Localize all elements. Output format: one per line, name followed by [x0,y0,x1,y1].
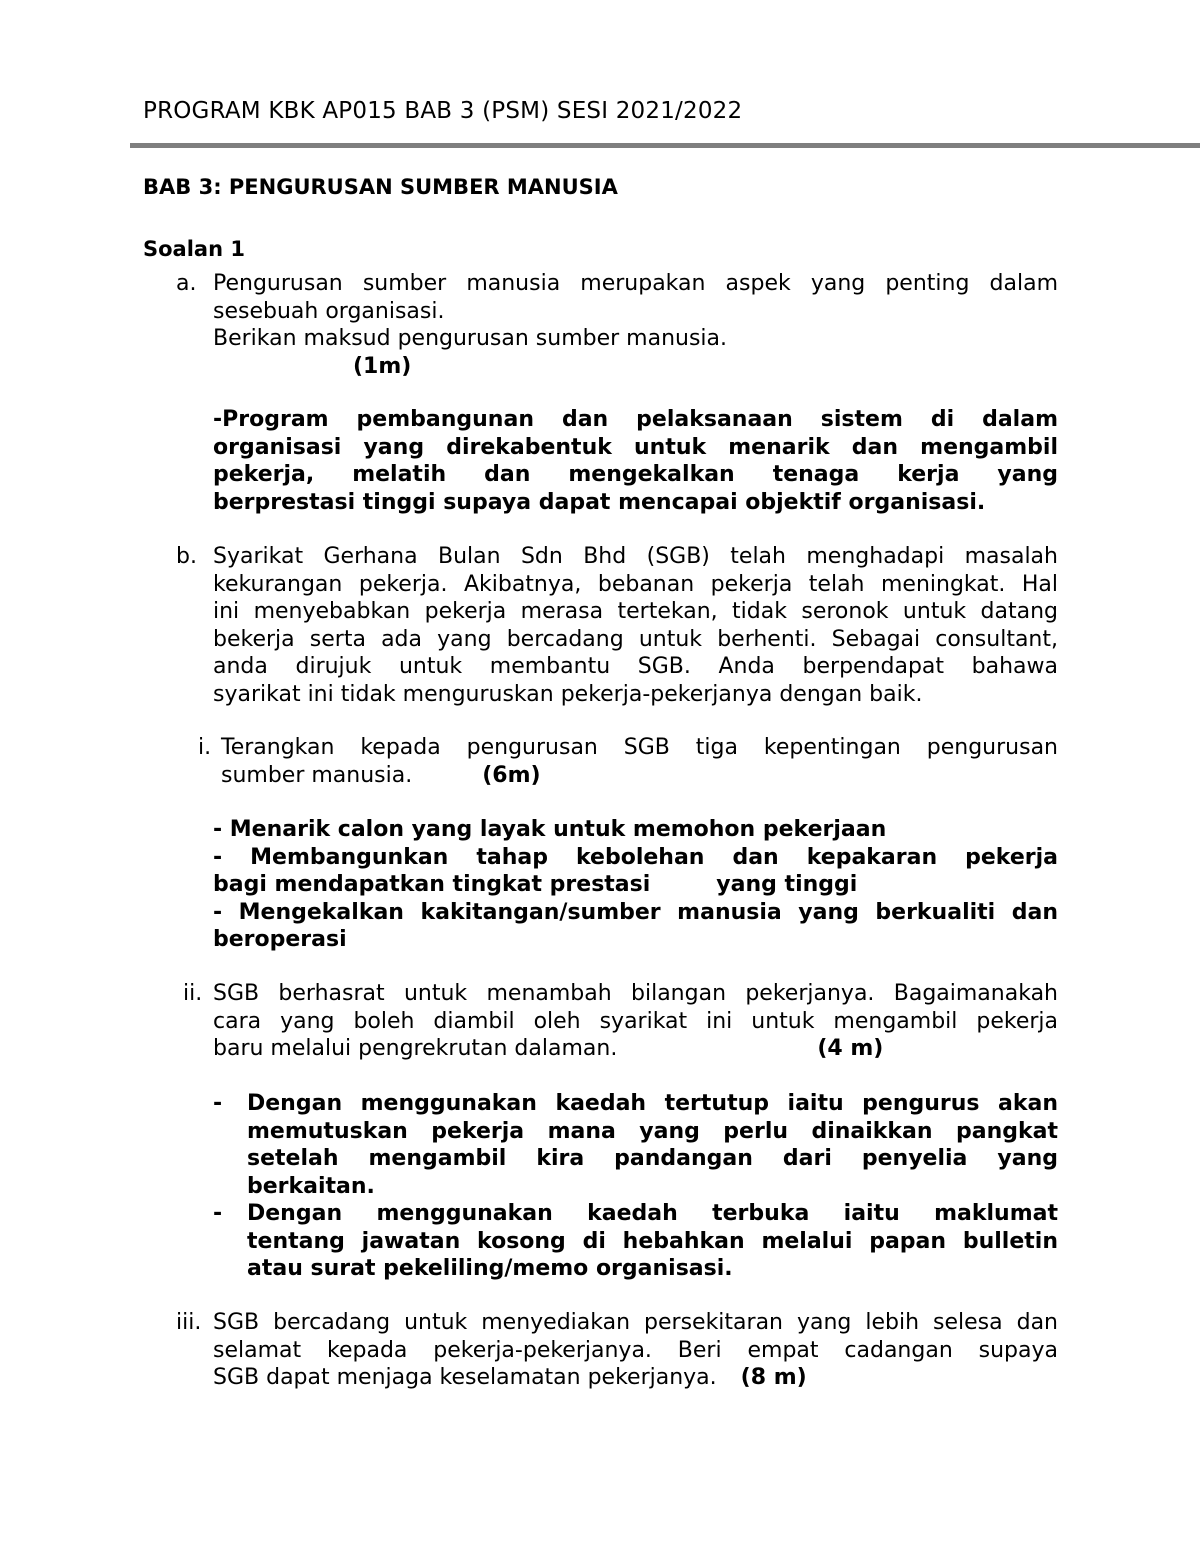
answer-line: - Menarik calon yang layak untuk memohon pekerjaan [213,817,887,842]
question-bii [213,980,1058,1063]
question-a [213,270,1058,380]
question-b-label: b. [176,544,197,569]
question-biii-label: iii. [176,1310,202,1335]
question-bii-line: baru melalui pengrekrutan dalaman. [213,1036,618,1061]
page-header: PROGRAM KBK AP015 BAB 3 (PSM) SESI 2021/2022 [143,98,743,124]
question-b-line: syarikat ini tidak menguruskan pekerja-pekerjanya dengan baik. [213,681,923,707]
header-rule [130,143,1200,148]
question-bii-line: SGB berhasrat untuk menambah bilangan pekerjanya. Bagaimanakah [213,981,1058,1006]
question-bi [221,734,1058,789]
question-bii-line: cara yang boleh diambil oleh syarikat ini untuk mengambil pekerja [213,1008,1058,1034]
bullet-dash: - [213,1091,223,1116]
answer-line: pekerja, melatih dan mengekalkan tenaga kerja yang [213,462,1058,487]
answer-line: - Membangunkan tahap kebolehan dan kepakaran pekerja [213,844,1058,870]
question-a-line: Berikan maksud pengurusan sumber manusia. [213,326,728,351]
question-b-line: Syarikat Gerhana Bulan Sdn Bhd (SGB) telah menghadapi masalah [213,544,1058,569]
answer-a [213,406,1058,516]
answer-line: bagi mendapatkan tingkat prestasi [213,872,651,897]
answer-line: setelah mengambil kira pandangan dari penyelia yang [247,1146,1058,1171]
answer-line: Dengan menggunakan kaedah terbuka iaitu maklumat [247,1201,1058,1226]
question-bi-marks: (6m) [482,762,541,788]
question-a-line: sesebuah organisasi. [213,298,445,324]
question-a-line: Pengurusan sumber manusia merupakan aspek yang penting dalam [213,271,1058,296]
question-a-label: a. [176,271,197,296]
answer-line: - Mengekalkan kakitangan/sumber manusia yang berkualiti dan [213,899,1058,925]
answer-line: Dengan menggunakan kaedah tertutup iaitu pengurus akan [247,1091,1058,1116]
answer-line: yang tinggi [716,872,858,897]
question-b [213,543,1058,708]
question-biii [213,1309,1058,1392]
answer-line: atau surat pekeliling/memo organisasi. [247,1256,733,1281]
answer-line: -Program pembangunan dan pelaksanaan sistem di dalam [213,407,1058,432]
question-b-line: ini menyebabkan pekerja merasa tertekan, tidak seronok untuk datang [213,599,1058,624]
answer-bi [213,816,1058,954]
question-biii-line: SGB bercadang untuk menyediakan persekitaran yang lebih selesa dan [213,1310,1058,1335]
question-a-marks: (1m) [353,353,412,379]
chapter-title: BAB 3: PENGURUSAN SUMBER MANUSIA [143,175,618,199]
question-bi-label: i. [198,735,212,760]
answer-bii-2 [247,1200,1058,1283]
answer-bii-1 [247,1090,1058,1200]
answer-line: berkaitan. [247,1173,375,1199]
question-b-line: bekerja serta ada yang bercadang untuk berhenti. Sebagai consultant, [213,626,1058,652]
question-heading: Soalan 1 [143,237,245,261]
question-biii-marks: (8 m) [740,1365,807,1390]
answer-line: memutuskan pekerja mana yang perlu dinaikkan pangkat [247,1118,1058,1144]
question-bii-marks: (4 m) [817,1036,884,1061]
answer-line: organisasi yang direkabentuk untuk menarik dan mengambil [213,434,1058,460]
question-b-line: kekurangan pekerja. Akibatnya, bebanan pekerja telah meningkat. Hal [213,571,1058,597]
question-bii-label: ii. [183,981,203,1006]
answer-line: berprestasi tinggi supaya dapat mencapai objektif organisasi. [213,489,986,515]
answer-line: tentang jawatan kosong di hebahkan melalui papan bulletin [247,1228,1058,1254]
question-bi-line: Terangkan kepada pengurusan SGB tiga kepentingan pengurusan [221,735,1058,760]
question-biii-line: selamat kepada pekerja-pekerjanya. Beri empat cadangan supaya [213,1337,1058,1363]
question-bi-line: sumber manusia. [221,762,413,788]
question-biii-line: SGB dapat menjaga keselamatan pekerjanya. [213,1365,717,1390]
question-b-line: anda dirujuk untuk membantu SGB. Anda berpendapat bahawa [213,654,1058,679]
answer-line: beroperasi [213,927,347,952]
bullet-dash: - [213,1201,223,1226]
